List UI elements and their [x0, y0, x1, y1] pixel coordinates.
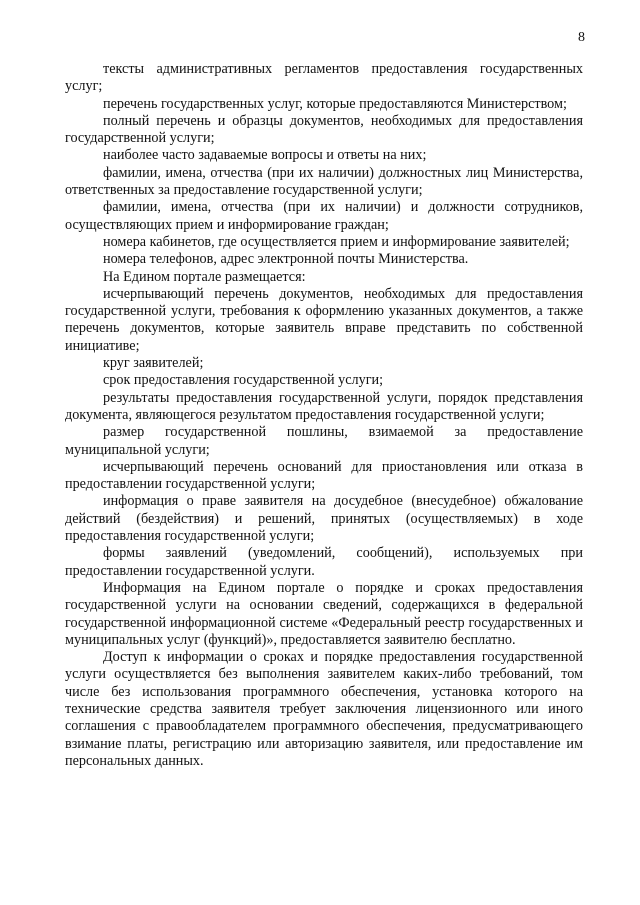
- paragraph: номера телефонов, адрес электронной почты Министерства.: [103, 251, 469, 268]
- paragraph: результаты предоставления государственной услуги, порядок представления документа, являющегося результатом предоставления государственной услуги;: [65, 389, 583, 423]
- paragraph: перечень государственных услуг, которые предоставляются Министерством;: [103, 95, 567, 112]
- paragraph: исчерпывающий перечень оснований для приостановления или отказа в предоставлении государственной услуги;: [65, 458, 583, 493]
- paragraph: срок предоставления государственной услуги;: [103, 372, 384, 389]
- paragraph: фамилии, имена, отчества (при их наличии) и должности сотрудников, осуществляющих прием и информирование граждан;: [65, 199, 583, 233]
- paragraph: формы заявлений (уведомлений, сообщений), используемых при предоставлении государственной услуги.: [65, 545, 583, 579]
- paragraph: Информация на Едином портале о порядке и сроках предоставления государственной услуги на основании сведений, содержащихся в федеральной государственной информационной системе «Федеральный реестр государственных и муниципальных услуг (функций)», предоставляется заявителю бесплатно.: [65, 579, 583, 648]
- paragraph: круг заявителей;: [103, 355, 204, 372]
- paragraph: информация о праве заявителя на досудебное (внесудебное) обжалование действий (бездействия) и решений, принятых (осуществляемых) в ходе предоставления государственной услуги;: [65, 493, 583, 545]
- paragraph: полный перечень и образцы документов, необходимых для предоставления государственной услуги;: [65, 112, 583, 147]
- paragraph: исчерпывающий перечень документов, необходимых для предоставления государственной услуги, требования к оформлению указанных документов, а также перечень документов, которые заявитель вправе представить по собственной инициативе;: [65, 285, 583, 354]
- paragraph: тексты административных регламентов предоставления государственных услуг;: [65, 61, 583, 95]
- paragraph: размер государственной пошлины, взимаемой за предоставление муниципальной услуги;: [65, 424, 583, 458]
- paragraph: номера кабинетов, где осуществляется прием и информирование заявителей;: [103, 233, 570, 250]
- paragraph: На Едином портале размещается:: [103, 268, 306, 285]
- paragraph: наиболее часто задаваемые вопросы и ответы на них;: [103, 147, 427, 164]
- document-body: [65, 61, 583, 770]
- page-number: 8: [578, 30, 585, 45]
- paragraph: фамилии, имена, отчества (при их наличии) должностных лиц Министерства, ответственных за предоставление государственной услуги;: [65, 164, 583, 199]
- paragraph: Доступ к информации о сроках и порядке предоставления государственной услуги осуществляется без выполнения заявителем каких-либо требований, том числе без использования программного обеспечения, установка которого на технические средства заявителя требует заключения лицензионного или иного соглашения с правообладателем программного обеспечения, предусматривающего взимание платы, регистрацию или авторизацию заявителя, или предоставление им персональных данных.: [65, 649, 583, 769]
